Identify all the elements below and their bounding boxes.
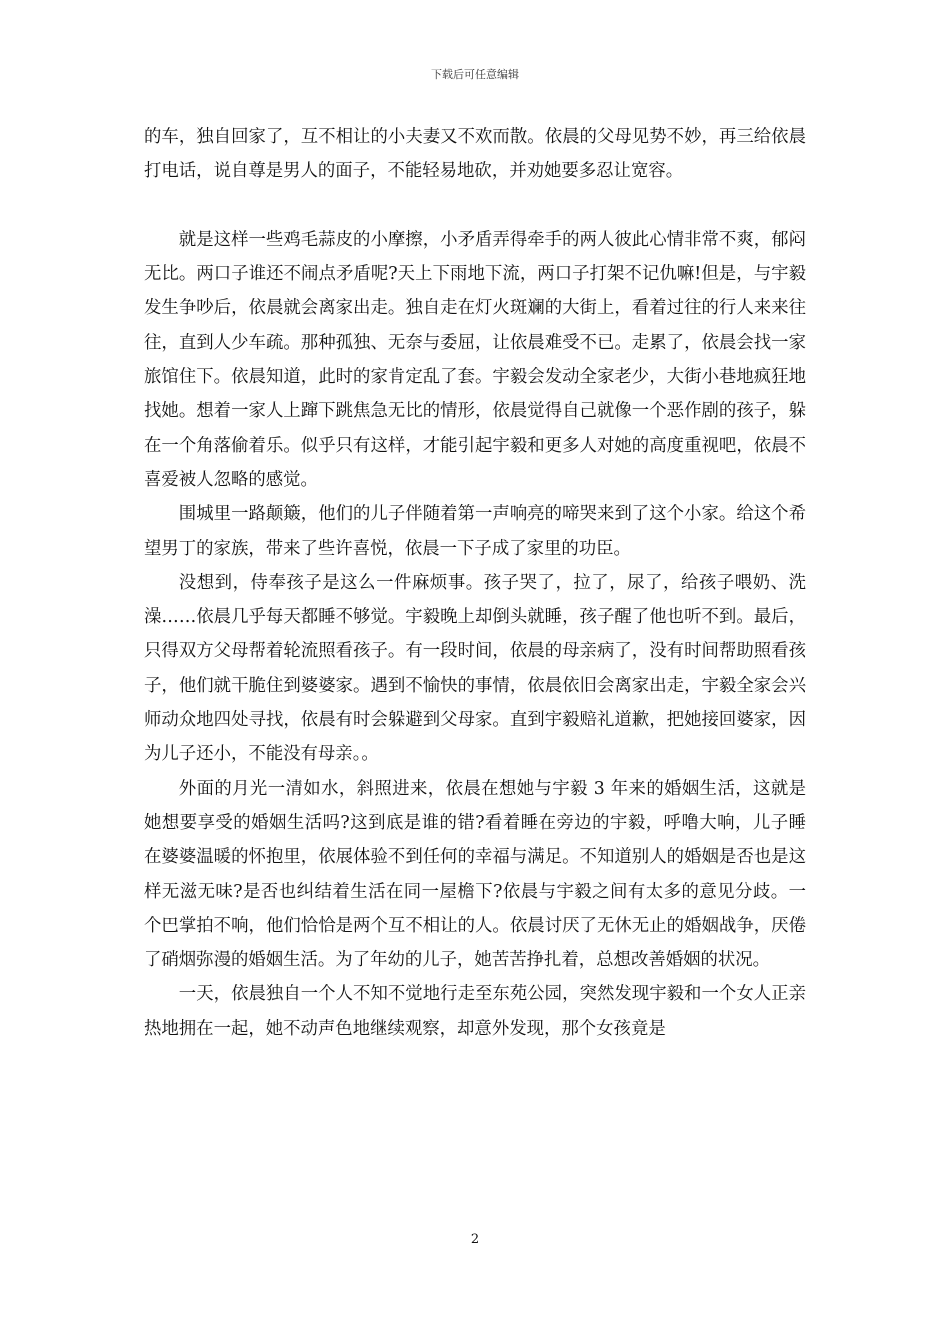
paragraph: 一天，依晨独自一个人不知不觉地行走至东苑公园，突然发现宇毅和一个女人正亲热地拥在一起，她不动声色地继续观察，却意外发现，那个女孩竟是 xyxy=(144,984,806,1039)
page-header: 下载后可任意编辑 xyxy=(431,68,519,81)
paragraph: 外面的月光一清如水，斜照进来，依晨在想她与宇毅 3 年来的婚姻生活，这就是她想要享受的婚姻生活吗?这到底是谁的错?看着睡在旁边的宇毅，呼噜大响，儿子睡在婆婆温暖的怀抱里，依展体验不到任何的幸福与满足。不知道别人的婚姻是否也是这样无滋无味?是否也纠结着生活在同一屋檐下?依晨与宇毅之间有太多的意见分歧。一个巴掌拍不响，他们恰恰是两个互不相让的人。依晨讨厌了无休无止的婚姻战争，厌倦了硝烟弥漫的婚姻生活。为了年幼的儿子，她苦苦挣扎着，总想改善婚姻的状况。 xyxy=(144,778,806,971)
page-number: 2 xyxy=(470,1232,480,1247)
paragraph: 没想到，侍奉孩子是这么一件麻烦事。孩子哭了，拉了，尿了，给孩子喂奶、洗澡……依晨几乎每天都睡不够觉。宇毅晚上却倒头就睡，孩子醒了他也听不到。最后，只得双方父母帮着轮流照看孩子。有一段时间，依晨的母亲病了，没有时间帮助照看孩子，他们就干脆住到婆婆家。遇到不愉快的事情，依晨依旧会离家出走，宇毅全家会兴师动众地四处寻找，依晨有时会躲避到父母家。直到宇毅赔礼道歉，把她接回婆家，因为儿子还小，不能没有母亲。。 xyxy=(144,572,806,765)
paragraph: 围城里一路颠簸，他们的儿子伴随着第一声响亮的啼哭来到了这个小家。给这个希望男丁的家族，带来了些许喜悦，依晨一下子成了家里的功臣。 xyxy=(144,504,806,559)
paragraph: 就是这样一些鸡毛蒜皮的小摩擦，小矛盾弄得牵手的两人彼此心情非常不爽，郁闷无比。两口子谁还不闹点矛盾呢?天上下雨地下流，两口子打架不记仇嘛!但是，与宇毅发生争吵后，依晨就会离家出走。独自走在灯火斑斓的大街上，看着过往的行人来来往往，直到人少车疏。那种孤独、无奈与委屈，让依晨难受不已。走累了，依晨会找一家旅馆住下。依晨知道，此时的家肯定乱了套。宇毅会发动全家老少，大街小巷地疯狂地找她。想着一家人上蹿下跳焦急无比的情形，依晨觉得自己就像一个恶作剧的孩子，躲在一个角落偷着乐。似乎只有这样，才能引起宇毅和更多人对她的高度重视吧，依晨不喜爱被人忽略的感觉。 xyxy=(144,229,806,490)
paragraph: 的车，独自回家了，互不相让的小夫妻又不欢而散。依晨的父母见势不妙，再三给依晨打电话，说自尊是男人的面子，不能轻易地砍，并劝她要多忍让宽容。 xyxy=(144,127,806,182)
document-body xyxy=(144,120,806,1046)
